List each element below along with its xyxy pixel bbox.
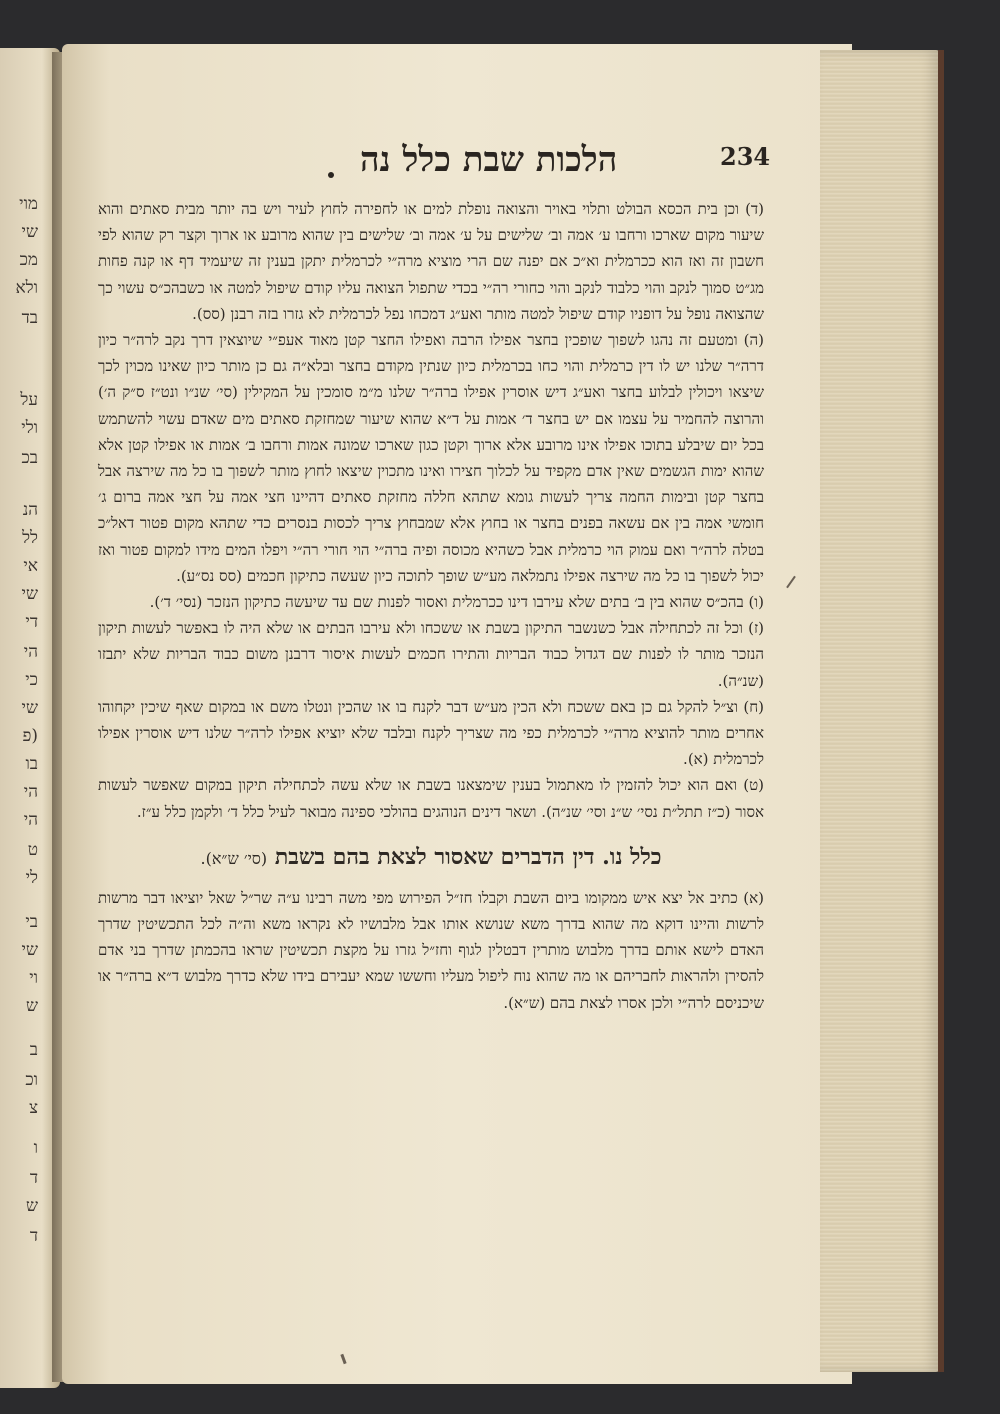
left-page-fragment: שי <box>21 584 38 604</box>
left-page-fragment: על <box>20 390 38 410</box>
left-page-fragment: אי <box>23 556 38 576</box>
left-page-fragment: וכ <box>25 1070 38 1090</box>
left-page-fragment: מוי <box>19 194 38 214</box>
page-edges <box>820 50 940 1372</box>
left-page-fragment: וי <box>29 968 38 988</box>
left-page-fragment: ו <box>33 1138 38 1158</box>
left-page-fragment: ט <box>27 840 38 860</box>
left-page-fragment: בו <box>25 754 38 774</box>
page-header <box>100 140 770 188</box>
left-page-fragment: לי <box>25 868 38 888</box>
section-heading-title: כלל נו. דין הדברים שאסור לצאת בהם בשבת <box>274 843 662 870</box>
left-page-fragment: שי <box>21 940 38 960</box>
left-page-fragment: בד <box>21 308 38 328</box>
left-page-fragment: הי <box>23 642 38 662</box>
left-page-edge <box>0 48 60 1388</box>
left-page-fragment: בי <box>25 912 38 932</box>
paragraph-v: (ו) בהכ״ס שהוא בין ב׳ בתים שלא עירבו דינו ככרמלית ואסור לפנות שם עד שיעשה כתיקון הנזכר (נסי׳ ד׳). <box>149 593 764 612</box>
left-page-fragment: ולי <box>21 418 38 438</box>
left-page-fragment: ש <box>25 996 38 1016</box>
paragraph-z: (ז) וכל זה לכתחילה אבל כשנשבר התיקון בשבת או ששכחו ולא עירבו הבתים או שלא היה לו באפשר לעשות תיקון הנזכר מותר לו לפנות שם דגדול כבוד הבריות והתירו חכמים לעשות איסור דרבנן משום כבוד הבריות שלא יתבזו (שנ״ה). <box>98 619 764 690</box>
left-page-fragment: שי <box>21 222 38 242</box>
header-dot <box>328 172 334 178</box>
running-title: הלכות שבת כלל נה <box>360 140 618 180</box>
section-heading-ref: (סי׳ ש״א). <box>200 848 268 868</box>
left-page-fragment: ב <box>29 1040 38 1060</box>
left-page-fragment: בכ <box>21 448 38 468</box>
left-page-fragment: לל <box>22 528 38 548</box>
left-page-fragment: ש <box>25 1196 38 1216</box>
left-page-fragment: (פ <box>22 726 38 746</box>
left-page-fragment: שי <box>21 698 38 718</box>
paragraph-d: (ד) וכן בית הכסא הבולט ותלוי באויר והצואה נופלת למים או לחפירה לחוץ לעיר ויש בה יותר מבית סאתים והוא שיעור מקום שארכו ורחבו ע׳ אמה וב׳ שלישים על ע׳ אמה וב׳ שלישים בין שהוא מרובע או ארוך וקצר רק שהוא לפי חשבון זה ואז הוא ככרמלית וא״כ אם יפנה שם הרי מוציא מרה״י לכרמלית יתקן בענין זה שיעמיד דף או קנה פחות מג״ט סמוך לנקב והוי כלבוד לנקב והוי כחורי רה״י בכדי שתפול הצואה עליו קודם שיפול למטה או כשבהכ״ס עשוי כך שהצואה נופל על דופניו קודם שיפול למטה מותר ואע״ג דמכחו נפל לכרמלית לא גזרו בזה רבנן (סס). <box>98 200 764 323</box>
page-number: 234 <box>720 142 771 171</box>
left-page-fragment: ד <box>29 1226 38 1246</box>
left-page-fragment: מכ <box>19 250 38 270</box>
section-heading <box>98 835 764 881</box>
left-page-fragment: כי <box>25 670 38 690</box>
left-page-fragment: הנ <box>22 500 38 520</box>
main-text <box>98 196 764 1016</box>
paragraph-h: (ה) ומטעם זה נהגו לשפוך שופכין בחצר אפילו הרבה ואפילו החצר קטן מאוד אעפ״י שיוצאין דרך נקב לרה״ר כיון דרה״ר שלנו יש לו דין כרמלית והוי כחו בכרמלית כיון שנתין מקודם בחצר ובלא״ה גם כן מותר כיון שאינו מכוין לכך שיצאו ויכולין לבלוע בחצר ואע״ג דיש אוסרין אפילו ברה״ר שלנו מ״מ סומכין על המקילין (סי׳ שנ״ו ונט״ז ס״ק ה׳) והרוצה להחמיר על עצמו אם יש בחצר ד׳ אמות על ד״א שהוא שיעור שמחזקת סאתים מים שאדם עשוי להשתמש בכל יום שיבלע בתוכו אפילו אינו מרובע אלא ארוך וקטן כגון שארכו שמונה אמות ורחבו ב׳ אמות או אפילו קטן אלא שהוא ימות הגשמים שאין אדם מקפיד על לכלוך חצירו ואינו מתכוין שיצאו לחוץ מותר לשפוך בו כל מה שירצה אבל בחצר קטן ובימות החמה צריך לעשות גומא שתהא חללה מחזקת סאתים דהיינו חצי אמה על חצי אמה ברום ג׳ חומשי אמה בין אם עשאה בפנים בחצר או בחוץ אלא שמבחוץ צריך לכסות בנסרים כדי שתהא מקום פטור דאל״כ בטלה לרה״ר ואם עמוק הוי כרמלית אבל כשהיא מכוסה ופיה ברה״י הוי חורי רה״י ויפלו המים מידו למקום פטור ואז יכול לשפוך בו כל מה שירצה אפילו נתמלאה מע״ש שופך לתוכה כיון שעשה כתיקון חכמים (סס נס״ע). <box>98 331 764 585</box>
left-page-fragment: די <box>25 612 38 632</box>
left-page-fragment: ולא <box>15 278 38 298</box>
paragraph-t: (ט) ואם הוא יכול להזמין לו מאתמול בענין שימצאנו בשבת או שלא עשה לכתחילה תיקון במקום שאפשר לעשות אסור (כ״ז תתל״ת נסי׳ ש״נ וסי׳ שנ״ה). ושאר דינים הנוהגים בהולכי ספינה מבואר לעיל כלל ד׳ ולקמן כלל ע״ז. <box>98 776 764 821</box>
section-paragraph-a: (א) כתיב אל יצא איש ממקומו ביום השבת וקבלו חז״ל הפירוש מפי משה רבינו ע״ה שר״ל שאל יוציאו דבר מרשות לרשות והיינו דוקא מה שהוא בדרך משא שנושא אותו אבל מלבושיו לא נקראו משא וה״ה לכל התכשיטין שדרך האדם לישא אותם בדרך מלבוש מותרין דבטלין לגוף וחז״ל גזרו על מקצת תכשיטין שראו בהכמתן שדרך בני אדם להסירן ולהראות לחבריהם או מה שהוא נוח ליפול מעליו וחששו שמא יעבירם בידו שלא כדרך מלבוש ד״א ברה״ר או שיכניסם לרה״י ולכן אסרו לצאת בהם (ש״א). <box>98 888 764 1012</box>
paragraph-ch: (ח) וצ״ל להקל גם כן באם ששכח ולא הכין מע״ש דבר לקנח בו או שהכין ונטלו משם או במקום שאף שיכין יקחוהו אחרים מותר להוציא מרה״י לכרמלית כפי מה שצריך לקנח ובלבד שלא יוציא אפילו לרה״ר שלנו דיש אוסרין אפילו לכרמלית (א). <box>98 697 764 769</box>
left-page-fragment: ד <box>29 1168 38 1188</box>
left-page-fragment: הי <box>23 782 38 802</box>
left-page-fragment: צ <box>29 1098 38 1118</box>
binding-stripe <box>938 50 944 1372</box>
left-page-fragment: הי <box>23 810 38 830</box>
